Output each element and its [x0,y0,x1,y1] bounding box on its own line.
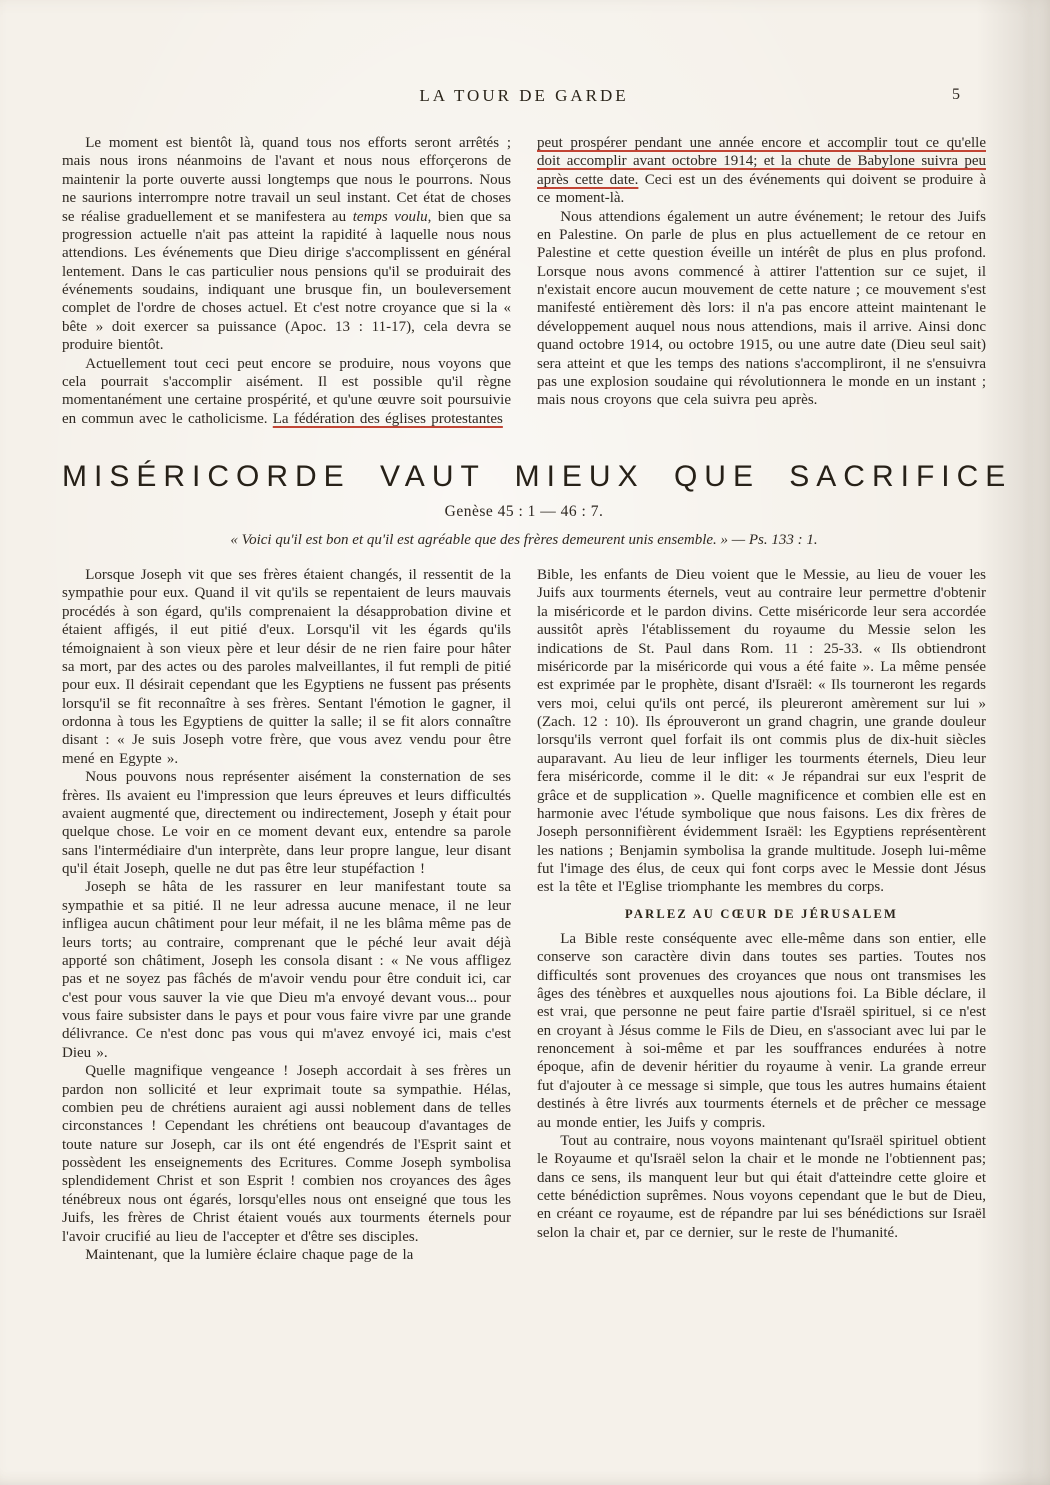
text-segment: Ceci est un des événements qui doivent se produire à ce moment-là. [537,171,986,207]
text-segment: Actuellement tout ceci peut encore se produire, nous voyons que cela pourrait s'accomplir aisément. Il est possible qu'il règne momentanément une certaine prospérité, et qu'une œuvre soit poursuivie en commun avec le catholicisme. [62,355,511,427]
text-segment: Le moment est bientôt là, quand tous nos efforts seront arrêtés ; mais nous irons néanmoins de l'avant et nous nous efforçerons de maintenir la porte ouverte aussi longtemps que nous le pourrons. Nous ne saurions interrompre notre travail un seul instant. Cet état de choses se réalise graduellement et se manifestera au [62,135,511,225]
red-underlined-text: La fédération des églises protestantes [272,410,503,427]
text-segment: temps voulu [352,208,428,225]
article-right-column [537,566,986,1264]
page-number: 5 [952,86,960,103]
text-segment: Nous pouvons nous représenter aisément la consternation de ses frères. Ils avaient eu l'impression que leurs épreuves et leurs difficultés avaient augmenté que, directement ou indirectement, Joseph y était pour quelque chose. Le voir en ce moment devant eux, entendre sa parole sans l'intermédiaire d'un interprète, dans leur propre langue, leur disant qu'il était Joseph, quelle ne dut pas être leur stupéfaction ! [62,769,511,877]
paragraph [537,208,986,410]
text-segment: Lorsque Joseph vit que ses frères étaient changés, il ressentit de la sympathie pour eux. Quand il vit qu'ils se repentaient de leurs mauvais procédés à son égard, qu'ils comprenaient la désapprobation divine et étaient affigés, il eut pitié d'eux. Lorsqu'il vit les égards qu'ils témoignaient à son vieux père et leur désir de ne rien faire pour hâter sa mort, par des actes ou des paroles malveillantes, il fut rempli de pitié pour eux. Il désirait cependant que les Egyptiens ne fussent pas présents lorsqu'il se fit reconnaître à ses frères. Sentant l'émotion le gagner, il ordonna à tous les Egyptiens de quitter la salle; il se fit alors connaître disant : « Je suis Joseph votre frère, que vous avez vendu pour être mené en Egypte ». [62,567,511,767]
paragraph [537,134,986,208]
text-segment: Bible, les enfants de Dieu voient que le Messie, au lieu de vouer les Juifs aux tourments éternels, veut au contraire leur permettre d'obtenir la miséricorde et le pardon divins. Cette miséricorde leur sera accordée aussitôt après l'établissement du royaume du Messie selon les indications de St. Paul dans Rom. 11 : 25-33. « Ils obtiendront miséricorde par la miséricorde qui vous a été faite ». La même pensée est exprimée par le prophète, disant d'Israël: « Ils tourneront les regards vers moi, celui qu'ils ont percé, ils pleureront amèrement sur lui » (Zach. 12 : 10). Ils éprouveront un grand chagrin, une grande douleur lorsqu'ils verront quel forfait ils ont commis plus de dix-huit siècles auparavant. Au lieu de leur infliger les tourments éternels, Dieu leur fera miséricorde, comme il le dit: « Je répandrai sur eux l'esprit de grâce et de supplication ». Quelle magnificence et combien elle est en harmonie avec l'étude symbolique que nous faisons. Les dix frères de Joseph personnifièrent évidemment Israël: les Egyptiens représentèrent les nations ; Benjamin symbolisa la grande multitude. Joseph lui-même fut l'image des élus, de ceux qui font corps avec le Messie dont Jésus est la tête et l'Eglise triomphante les membres du corps. [537,567,986,896]
article-body [62,566,986,1264]
red-underlined-text: peut prospérer pendant une année encore et accomplir tout ce qu'elle doit accomplir avant octobre 1914; et la chute de Babylone suivra peu après cette date. [537,135,986,188]
text-segment: , bien que sa progression actuelle n'ait pas atteint la rapidité à laquelle nous nous attendions. Les événements que Dieu dirige s'accomplissent en général lentement. Dans le cas particulier nous pensions qu'il se produirait des événements soudains, indiquant une brusque fin, un bouleversement complet de l'ordre de choses actuel. Et c'est notre croyance que si la « bête » doit exercer sa puissance (Apoc. 13 : 11-17), cela devra se produire bientôt. [62,208,511,354]
epigraph: « Voici qu'il est bon et qu'il est agréable que des frères demeurent unis ensemble. » — Ps. 133 : 1. [230,532,818,548]
intro-section [62,134,986,428]
article-left-column [62,566,511,1264]
text-segment: Nous attendions également un autre événement; le retour des Juifs en Palestine. On parle de plus en plus actuellement de ce retour en Palestine et cette question éveille un intérêt de plus en plus profond. Lorsque nous avons commencé à attirer l'attention sur ce sujet, il n'existait encore aucun mouvement de cette nature ; ce mouvement s'est manifesté entièrement dès lors: il n'a pas encore atteint maintenant le développement auquel nous nous attendions, mais il arrive. Ainsi donc quand octobre 1914, ou octobre 1915, ou une autre date (Dieu seul sait) sera atteint et que les temps des nations s'accompliront, il ne s'ensuivra pas une explosion soudaine qui révolutionnera le monde en un instant ; mais nous croyons que cela suivra peu après. [537,208,986,409]
article-right-part1 [537,566,986,897]
article-right-part2 [537,930,986,1242]
paragraph [62,355,511,429]
paragraph [537,566,986,897]
article-header [62,460,1013,549]
paragraph [537,930,986,1132]
paragraph [62,566,511,768]
journal-title: LA TOUR DE GARDE [419,86,629,105]
paragraph [62,878,511,1062]
paragraph [62,768,511,878]
intro-left-column [62,134,511,428]
paragraph [62,134,511,355]
text-segment: Maintenant, que la lumière éclaire chaque page de la [85,1246,414,1263]
text-segment: Tout au contraire, nous voyons maintenant qu'Israël spirituel obtient le Royaume et qu'Israël selon la chair et le monde ne l'obtiennent pas; dans ce sens, ils manquent leur but qui était d'atteindre cette gloire et cette bénédiction suprêmes. Nous voyons cependant que le but de Dieu, en créant ce royaume, est de répandre par lui ses bénédictions sur Israël selon la chair et, par ce dernier, sur le reste de l'humanité. [537,1132,986,1241]
text-segment: Quelle magnifique vengeance ! Joseph accordait à ses frères un pardon non sollicité et leur exprimait toute sa sympathie. Hélas, combien peu de chrétiens auraient agi aussi noblement dans de telles circonstances ! Cependant les chrétiens ont beaucoup d'avantages de toute nature sur Joseph, car ils ont été engendrés de l'Esprit saint et possèdent les enseignements des Ecritures. Comme Joseph symbolisa splendidement Christ et son Esprit ! combien nos croyances des âges ténébreux nous ont égarés, lorsqu'elles nous ont enseigné que tous les Juifs, les frères de Christ étaient voués aux tourments éternels pour l'avoir crucifié au lieu de l'accepter et d'être ses disciples. [62,1063,511,1245]
text-segment: La Bible reste conséquente avec elle-même dans son entier, elle conserve son caractère divin dans toutes ses parties. Toutes nos difficultés sont provenues des croyances que nous ont transmises les âges des ténèbres et auxquelles nous ajoutions foi. La Bible déclare, il est vrai, que personne ne peut faire partie d'Israël spirituel, si ce n'est en croyant à Jésus comme le Fils de Dieu, en s'associant avec lui par le renoncement à soi-même et par les souffrances endurées à notre époque, afin de devenir héritier du royaume à venir. La grande erreur fut d'ajouter à ce message si simple, que tous les autres humains étaient destinés à être livrés aux tourments éternels et de prêcher ce message au monde entier, les Juifs y compris. [537,930,986,1131]
text-segment: Joseph se hâta de les rassurer en leur manifestant toute sa sympathie et sa pitié. Il ne leur adressa aucune menace, il ne leur infligea aucun châtiment pour leur méfait, il ne les blâma même pas de leurs torts; au contraire, comprenant que le péché leur avait déjà apporté son châtiment, Joseph les consola disant : « Ne vous affligez pas et ne soyez pas fâchés de m'avoir vendu pour être conduit ici, car c'est pour vous sauver la vie que Dieu m'a envoyé devant vous... pour vous faire subsister dans le pays et pour vous faire vivre par une grande délivrance. Ce n'est donc pas vous qui m'avez envoyé ici, mais c'est Dieu ». [62,879,511,1061]
section-subheading: PARLEZ AU CŒUR DE JÉRUSALEM [624,906,899,921]
scripture-reference: Genèse 45 : 1 — 46 : 7. [444,503,604,520]
article-title: MISÉRICORDE VAUT MIEUX QUE SACRIFICE [62,460,1013,493]
paragraph [62,1246,511,1264]
paragraph [537,1132,986,1242]
intro-right-column [537,134,986,428]
paragraph [62,1062,511,1246]
masthead [62,86,986,110]
